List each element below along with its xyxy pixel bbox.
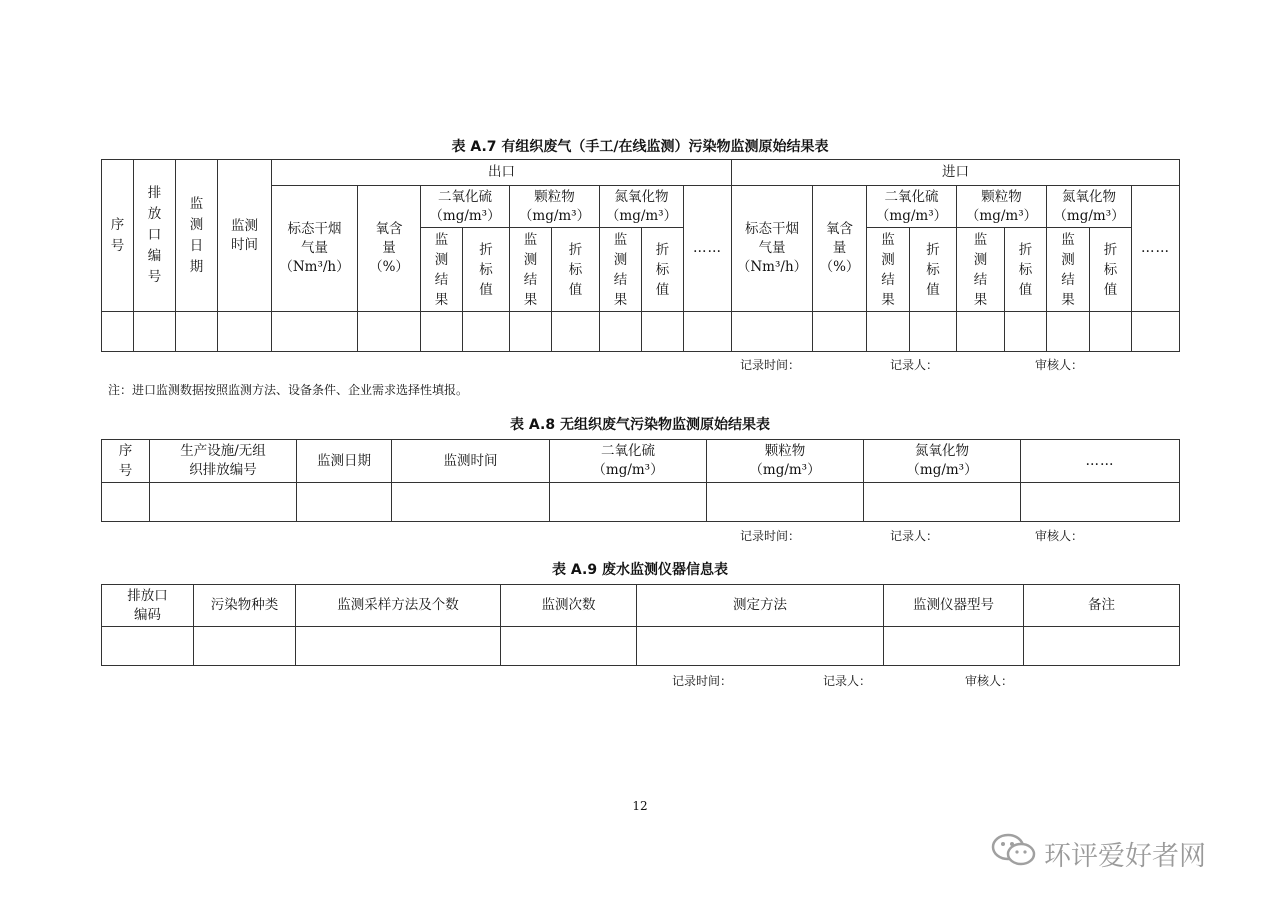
header-out-so2-converted: 折标值 bbox=[463, 228, 510, 312]
header-method: 测定方法 bbox=[637, 585, 884, 627]
header-date: 监测日期 bbox=[176, 160, 218, 312]
header-sampling: 监测采样方法及个数 bbox=[296, 585, 501, 627]
a7-reviewer-label: 审核人： bbox=[1035, 358, 1084, 372]
header-time: 监测时间 bbox=[218, 160, 272, 312]
wechat-icon bbox=[990, 832, 1044, 875]
header-out-nox-converted: 折标值 bbox=[642, 228, 684, 312]
header-out-particulate: 颗粒物 （mg/m³） bbox=[510, 186, 600, 228]
header-out-pm-measured: 监测结果 bbox=[510, 228, 552, 312]
table-row bbox=[102, 312, 1180, 352]
header-out-oxygen: 氧含量 （%） bbox=[358, 186, 421, 312]
a7-recorder-label: 记录人： bbox=[890, 358, 939, 372]
header-ellipsis: …… bbox=[1021, 440, 1180, 483]
header-time: 监测时间 bbox=[392, 440, 550, 483]
page-number: 12 bbox=[632, 799, 648, 813]
header-date: 监测日期 bbox=[297, 440, 392, 483]
header-outlet-code: 排放口编码 bbox=[102, 585, 194, 627]
a7-note: 注：进口监测数据按照监测方法、设备条件、企业需求选择性填报。 bbox=[108, 383, 469, 397]
header-in-ellipsis: …… bbox=[1132, 186, 1180, 312]
header-in-nox-measured: 监测结果 bbox=[1047, 228, 1090, 312]
header-out-so2-measured: 监测结果 bbox=[421, 228, 463, 312]
a9-record-time-label: 记录时间： bbox=[672, 674, 733, 688]
a8-record-time-label: 记录时间： bbox=[740, 529, 801, 543]
header-in-particulate: 颗粒物 （mg/m³） bbox=[957, 186, 1047, 228]
header-pollutant: 污染物种类 bbox=[194, 585, 296, 627]
table-a9-caption: 表 A.9 废水监测仪器信息表 bbox=[552, 562, 728, 578]
header-in-pm-converted: 折标值 bbox=[1005, 228, 1047, 312]
a8-recorder-label: 记录人： bbox=[890, 529, 939, 543]
header-out-so2: 二氧化硫 （mg/m³） bbox=[421, 186, 510, 228]
header-in-so2: 二氧化硫 （mg/m³） bbox=[867, 186, 957, 228]
header-particulate: 颗粒物 （mg/m³） bbox=[707, 440, 864, 483]
header-facility: 生产设施/无组织排放编号 bbox=[150, 440, 297, 483]
a7-record-time-label: 记录时间： bbox=[740, 358, 801, 372]
header-in-flow: 标态干烟气量 （Nm³/h） bbox=[732, 186, 813, 312]
watermark bbox=[990, 832, 1206, 875]
header-out-nox-measured: 监测结果 bbox=[600, 228, 642, 312]
header-seq: 序号 bbox=[102, 160, 134, 312]
table-a7 bbox=[101, 159, 1180, 352]
header-seq: 序号 bbox=[102, 440, 150, 483]
header-count: 监测次数 bbox=[501, 585, 637, 627]
header-out-flow: 标态干烟气量 （Nm³/h） bbox=[272, 186, 358, 312]
header-in-so2-converted: 折标值 bbox=[910, 228, 957, 312]
a9-reviewer-label: 审核人： bbox=[965, 674, 1014, 688]
table-row bbox=[102, 483, 1180, 522]
a9-recorder-label: 记录人： bbox=[823, 674, 872, 688]
header-inlet-group: 进口 bbox=[732, 160, 1180, 186]
header-out-ellipsis: …… bbox=[684, 186, 732, 312]
a8-reviewer-label: 审核人： bbox=[1035, 529, 1084, 543]
header-so2: 二氧化硫 （mg/m³） bbox=[550, 440, 707, 483]
header-out-nox: 氮氧化物 （mg/m³） bbox=[600, 186, 684, 228]
header-remark: 备注 bbox=[1024, 585, 1180, 627]
header-in-nox: 氮氧化物 （mg/m³） bbox=[1047, 186, 1132, 228]
header-outlet-group: 出口 bbox=[272, 160, 732, 186]
header-out-pm-converted: 折标值 bbox=[552, 228, 600, 312]
table-a9 bbox=[101, 584, 1180, 666]
watermark-text: 环评爱好者网 bbox=[1044, 841, 1206, 872]
table-a7-caption: 表 A.7 有组织废气（手工/在线监测）污染物监测原始结果表 bbox=[451, 139, 829, 155]
header-in-pm-measured: 监测结果 bbox=[957, 228, 1005, 312]
header-model: 监测仪器型号 bbox=[884, 585, 1024, 627]
table-a8 bbox=[101, 439, 1180, 522]
table-a8-caption: 表 A.8 无组织废气污染物监测原始结果表 bbox=[510, 417, 770, 433]
header-in-so2-measured: 监测结果 bbox=[867, 228, 910, 312]
header-in-oxygen: 氧含量 （%） bbox=[813, 186, 867, 312]
header-nox: 氮氧化物 （mg/m³） bbox=[864, 440, 1021, 483]
table-row bbox=[102, 627, 1180, 666]
header-outlet-code: 排放口编号 bbox=[134, 160, 176, 312]
header-in-nox-converted: 折标值 bbox=[1090, 228, 1132, 312]
